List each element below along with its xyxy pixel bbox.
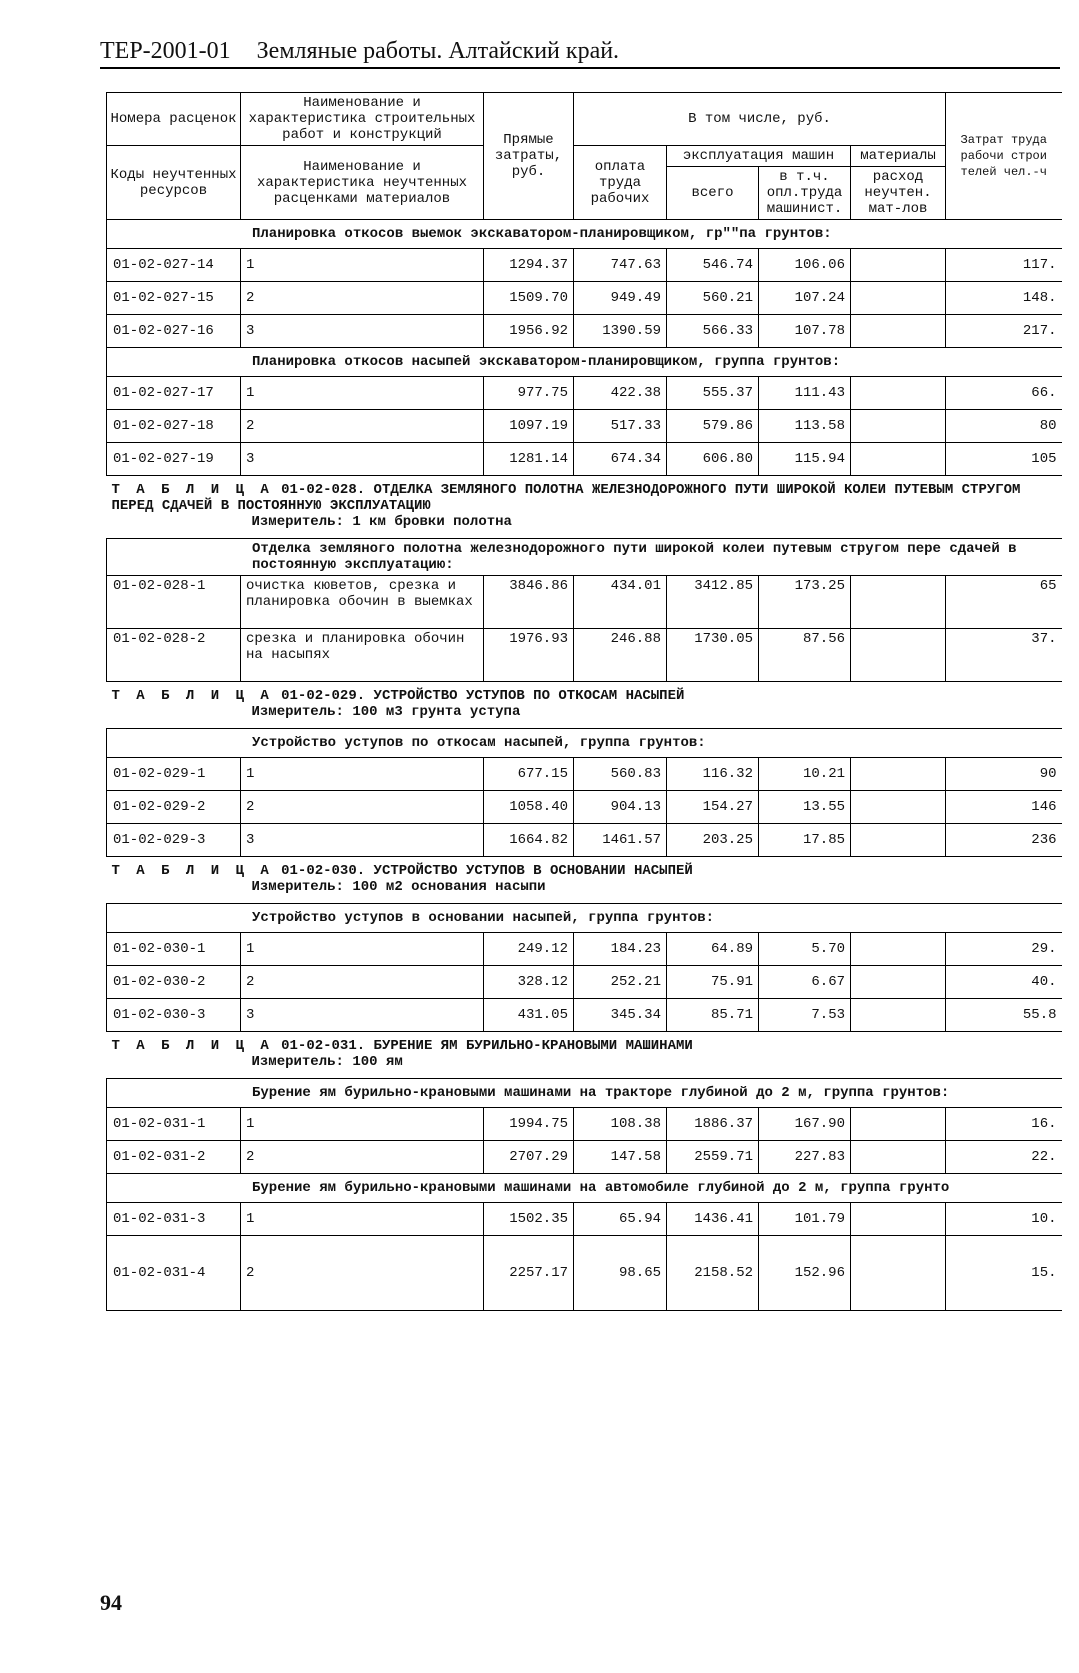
table-label: Т А Б Л И Ц А <box>111 1038 273 1054</box>
col-head-labor-pay: оплата труда рабочих <box>574 146 667 220</box>
labor-cost-cell: 55.8 <box>946 999 1062 1032</box>
machines-labor-cell: 107.24 <box>759 282 851 315</box>
document-code: ТЕР-2001-01 <box>100 38 231 64</box>
rate-code-cell: 01-02-027-18 <box>107 410 241 443</box>
table-measure: Измеритель: 100 м2 основания насыпи <box>251 879 546 895</box>
labor-pay-cell: 949.49 <box>574 282 667 315</box>
direct-cost-cell: 1058.40 <box>484 791 574 824</box>
materials-use-cell <box>851 377 946 410</box>
work-name-cell: 2 <box>241 1141 484 1174</box>
rate-code-cell: 01-02-027-14 <box>107 249 241 282</box>
document-title: Земляные работы. Алтайский край. <box>256 38 620 64</box>
work-name-cell: 1 <box>241 377 484 410</box>
rate-code-cell: 01-02-030-3 <box>107 999 241 1032</box>
work-name-cell: срезка и планировка обочин на насыпях <box>241 629 484 682</box>
table-row <box>107 377 1062 410</box>
machines-total-cell: 1436.41 <box>667 1203 759 1236</box>
work-name-cell: 2 <box>241 966 484 999</box>
col-head-direct-costs: Прямые затраты, руб. <box>484 93 574 220</box>
labor-pay-cell: 65.94 <box>574 1203 667 1236</box>
direct-cost-cell: 2257.17 <box>484 1236 574 1311</box>
labor-pay-cell: 560.83 <box>574 758 667 791</box>
machines-labor-cell: 6.67 <box>759 966 851 999</box>
table-row <box>107 1141 1062 1174</box>
work-name-cell: очистка кюветов, срезка и планировка обочин в выемках <box>241 576 484 629</box>
labor-cost-cell: 22. <box>946 1141 1062 1174</box>
rate-code-cell: 01-02-028-1 <box>107 576 241 629</box>
labor-cost-cell: 117. <box>946 249 1062 282</box>
col-head-materials-use: расход неучтен. мат-лов <box>851 167 946 220</box>
machines-total-cell: 2158.52 <box>667 1236 759 1311</box>
materials-use-cell <box>851 282 946 315</box>
materials-use-cell <box>851 1203 946 1236</box>
table-row <box>107 1108 1062 1141</box>
col-head-machines: эксплуатация машин <box>667 146 851 167</box>
machines-total-cell: 555.37 <box>667 377 759 410</box>
labor-pay-cell: 345.34 <box>574 999 667 1032</box>
work-name-cell: 3 <box>241 315 484 348</box>
machines-labor-cell: 107.78 <box>759 315 851 348</box>
machines-labor-cell: 173.25 <box>759 576 851 629</box>
rate-code-cell: 01-02-028-2 <box>107 629 241 682</box>
direct-cost-cell: 328.12 <box>484 966 574 999</box>
rate-code-cell: 01-02-027-19 <box>107 443 241 476</box>
page-header <box>100 38 1060 69</box>
work-name-cell: 3 <box>241 999 484 1032</box>
rate-code-cell: 01-02-029-3 <box>107 824 241 857</box>
section-subtitle-row <box>107 348 1062 377</box>
materials-use-cell <box>851 824 946 857</box>
labor-cost-cell: 90 <box>946 758 1062 791</box>
materials-use-cell <box>851 410 946 443</box>
labor-pay-cell: 147.58 <box>574 1141 667 1174</box>
work-name-cell: 2 <box>241 791 484 824</box>
machines-labor-cell: 115.94 <box>759 443 851 476</box>
materials-use-cell <box>851 249 946 282</box>
section-subtitle: Планировка откосов насыпей экскаватором-планировщиком, группа грунтов: <box>107 348 1062 377</box>
work-name-cell: 3 <box>241 824 484 857</box>
direct-cost-cell: 3846.86 <box>484 576 574 629</box>
work-name-cell: 2 <box>241 282 484 315</box>
col-head-machines-labor: в т.ч. опл.труда машинист. <box>759 167 851 220</box>
direct-cost-cell: 1976.93 <box>484 629 574 682</box>
materials-use-cell <box>851 966 946 999</box>
materials-use-cell <box>851 999 946 1032</box>
labor-pay-cell: 98.65 <box>574 1236 667 1311</box>
labor-pay-cell: 252.21 <box>574 966 667 999</box>
section-subtitle-row <box>107 220 1062 249</box>
section-subtitle: Устройство уступов в основании насыпей, группа грунтов: <box>107 904 1062 933</box>
table-caption-row <box>107 857 1062 904</box>
section-subtitle-row <box>107 904 1062 933</box>
section-subtitle: Отделка земляного полотна железнодорожного пути широкой колеи путевым стругом пере сдачей в постоянную эксплуатацию: <box>107 539 1062 576</box>
machines-labor-cell: 101.79 <box>759 1203 851 1236</box>
direct-cost-cell: 1097.19 <box>484 410 574 443</box>
table-row <box>107 629 1062 682</box>
table-measure: Измеритель: 100 м3 грунта уступа <box>251 704 521 720</box>
machines-labor-cell: 17.85 <box>759 824 851 857</box>
materials-use-cell <box>851 443 946 476</box>
machines-total-cell: 2559.71 <box>667 1141 759 1174</box>
table-row <box>107 315 1062 348</box>
direct-cost-cell: 677.15 <box>484 758 574 791</box>
labor-pay-cell: 184.23 <box>574 933 667 966</box>
labor-pay-cell: 747.63 <box>574 249 667 282</box>
direct-cost-cell: 1956.92 <box>484 315 574 348</box>
work-name-cell: 1 <box>241 249 484 282</box>
col-head-labor-costs: Затрат труда рабочи строи телей чел.-ч <box>946 93 1062 220</box>
work-name-cell: 2 <box>241 410 484 443</box>
direct-cost-cell: 1664.82 <box>484 824 574 857</box>
table-label: Т А Б Л И Ц А <box>111 688 273 704</box>
col-head-resource-codes: Коды неучтенных ресурсов <box>107 146 241 220</box>
machines-total-cell: 85.71 <box>667 999 759 1032</box>
machines-labor-cell: 227.83 <box>759 1141 851 1174</box>
rate-code-cell: 01-02-031-4 <box>107 1236 241 1311</box>
labor-pay-cell: 904.13 <box>574 791 667 824</box>
section-subtitle: Бурение ям бурильно-крановыми машинами на тракторе глубиной до 2 м, группа грунтов: <box>107 1079 1062 1108</box>
table-row <box>107 1203 1062 1236</box>
table-row <box>107 576 1062 629</box>
table-row <box>107 824 1062 857</box>
labor-cost-cell: 66. <box>946 377 1062 410</box>
labor-cost-cell: 236 <box>946 824 1062 857</box>
machines-total-cell: 560.21 <box>667 282 759 315</box>
work-name-cell: 3 <box>241 443 484 476</box>
machines-labor-cell: 13.55 <box>759 791 851 824</box>
materials-use-cell <box>851 576 946 629</box>
table-row <box>107 791 1062 824</box>
direct-cost-cell: 1281.14 <box>484 443 574 476</box>
section-subtitle: Бурение ям бурильно-крановыми машинами на автомобиле глубиной до 2 м, группа грунто <box>107 1174 1062 1203</box>
labor-pay-cell: 517.33 <box>574 410 667 443</box>
work-name-cell: 1 <box>241 933 484 966</box>
direct-cost-cell: 249.12 <box>484 933 574 966</box>
table-label: Т А Б Л И Ц А <box>111 863 273 879</box>
rate-code-cell: 01-02-027-15 <box>107 282 241 315</box>
machines-total-cell: 1886.37 <box>667 1108 759 1141</box>
labor-pay-cell: 108.38 <box>574 1108 667 1141</box>
table-heading: 01-02-031. БУРЕНИЕ ЯМ БУРИЛЬНО-КРАНОВЫМИ МАШИНАМИ <box>281 1038 693 1054</box>
direct-cost-cell: 2707.29 <box>484 1141 574 1174</box>
materials-use-cell <box>851 629 946 682</box>
rate-code-cell: 01-02-027-17 <box>107 377 241 410</box>
machines-total-cell: 75.91 <box>667 966 759 999</box>
labor-cost-cell: 105 <box>946 443 1062 476</box>
table-measure: Измеритель: 100 ям <box>251 1054 403 1070</box>
section-subtitle-row <box>107 1079 1062 1108</box>
section-subtitle-row <box>107 729 1062 758</box>
section-subtitle-row <box>107 1174 1062 1203</box>
col-head-rate-numbers: Номера расценок <box>107 93 241 146</box>
direct-cost-cell: 1509.70 <box>484 282 574 315</box>
table-caption <box>107 476 1062 539</box>
rate-code-cell: 01-02-030-1 <box>107 933 241 966</box>
table-caption-row <box>107 476 1062 539</box>
rate-code-cell: 01-02-031-3 <box>107 1203 241 1236</box>
machines-labor-cell: 113.58 <box>759 410 851 443</box>
materials-use-cell <box>851 758 946 791</box>
table-caption-row <box>107 682 1062 729</box>
rate-code-cell: 01-02-030-2 <box>107 966 241 999</box>
materials-use-cell <box>851 1141 946 1174</box>
machines-total-cell: 1730.05 <box>667 629 759 682</box>
col-head-machines-total: всего <box>667 167 759 220</box>
materials-use-cell <box>851 791 946 824</box>
col-head-including: В том числе, руб. <box>574 93 946 146</box>
machines-total-cell: 606.80 <box>667 443 759 476</box>
machines-labor-cell: 152.96 <box>759 1236 851 1311</box>
machines-total-cell: 154.27 <box>667 791 759 824</box>
col-head-material-name: Наименование и характеристика неучтенных расценками материалов <box>241 146 484 220</box>
machines-labor-cell: 5.70 <box>759 933 851 966</box>
rate-code-cell: 01-02-027-16 <box>107 315 241 348</box>
direct-cost-cell: 977.75 <box>484 377 574 410</box>
labor-cost-cell: 16. <box>946 1108 1062 1141</box>
table-row <box>107 443 1062 476</box>
col-head-work-name: Наименование и характеристика строительных работ и конструкций <box>241 93 484 146</box>
labor-pay-cell: 1461.57 <box>574 824 667 857</box>
labor-pay-cell: 422.38 <box>574 377 667 410</box>
table-heading: 01-02-029. УСТРОЙСТВО УСТУПОВ ПО ОТКОСАМ НАСЫПЕЙ <box>281 688 685 704</box>
section-subtitle: Устройство уступов по откосам насыпей, группа грунтов: <box>107 729 1062 758</box>
machines-labor-cell: 87.56 <box>759 629 851 682</box>
table-heading: 01-02-030. УСТРОЙСТВО УСТУПОВ В ОСНОВАНИИ НАСЫПЕЙ <box>281 863 693 879</box>
direct-cost-cell: 1502.35 <box>484 1203 574 1236</box>
labor-pay-cell: 674.34 <box>574 443 667 476</box>
labor-cost-cell: 80 <box>946 410 1062 443</box>
materials-use-cell <box>851 933 946 966</box>
labor-cost-cell: 217. <box>946 315 1062 348</box>
work-name-cell: 1 <box>241 1203 484 1236</box>
labor-cost-cell: 146 <box>946 791 1062 824</box>
labor-cost-cell: 40. <box>946 966 1062 999</box>
direct-cost-cell: 1994.75 <box>484 1108 574 1141</box>
rate-code-cell: 01-02-031-2 <box>107 1141 241 1174</box>
section-subtitle-row <box>107 539 1062 576</box>
labor-cost-cell: 65 <box>946 576 1062 629</box>
direct-cost-cell: 1294.37 <box>484 249 574 282</box>
direct-cost-cell: 431.05 <box>484 999 574 1032</box>
table-caption <box>107 857 1062 904</box>
machines-total-cell: 203.25 <box>667 824 759 857</box>
table-row <box>107 933 1062 966</box>
table-row <box>107 1236 1062 1311</box>
machines-labor-cell: 106.06 <box>759 249 851 282</box>
rates-table <box>106 92 1062 1311</box>
machines-labor-cell: 111.43 <box>759 377 851 410</box>
machines-total-cell: 3412.85 <box>667 576 759 629</box>
work-name-cell: 1 <box>241 1108 484 1141</box>
col-head-materials: материалы <box>851 146 946 167</box>
machines-labor-cell: 167.90 <box>759 1108 851 1141</box>
machines-total-cell: 64.89 <box>667 933 759 966</box>
table-row <box>107 410 1062 443</box>
rate-code-cell: 01-02-031-1 <box>107 1108 241 1141</box>
table-row <box>107 282 1062 315</box>
labor-cost-cell: 148. <box>946 282 1062 315</box>
rate-code-cell: 01-02-029-1 <box>107 758 241 791</box>
table-heading: 01-02-028. ОТДЕЛКА ЗЕМЛЯНОГО ПОЛОТНА ЖЕЛЕЗНОДОРОЖНОГО ПУТИ ШИРОКОЙ КОЛЕИ ПУТЕВЫМ СТРУГОМ ПЕРЕД СДАЧЕЙ В ПОСТОЯННУЮ ЭКСПЛУАТАЦИЮ <box>111 482 1021 514</box>
materials-use-cell <box>851 1236 946 1311</box>
table-caption <box>107 682 1062 729</box>
table-row <box>107 999 1062 1032</box>
machines-labor-cell: 10.21 <box>759 758 851 791</box>
rate-code-cell: 01-02-029-2 <box>107 791 241 824</box>
table-row <box>107 249 1062 282</box>
machines-total-cell: 566.33 <box>667 315 759 348</box>
materials-use-cell <box>851 315 946 348</box>
labor-cost-cell: 29. <box>946 933 1062 966</box>
machines-total-cell: 116.32 <box>667 758 759 791</box>
table-row <box>107 758 1062 791</box>
labor-cost-cell: 10. <box>946 1203 1062 1236</box>
work-name-cell: 1 <box>241 758 484 791</box>
labor-pay-cell: 434.01 <box>574 576 667 629</box>
labor-pay-cell: 1390.59 <box>574 315 667 348</box>
page-number: 94 <box>100 1590 122 1615</box>
table-label: Т А Б Л И Ц А <box>111 482 273 498</box>
machines-total-cell: 579.86 <box>667 410 759 443</box>
table-row <box>107 966 1062 999</box>
machines-total-cell: 546.74 <box>667 249 759 282</box>
section-subtitle: Планировка откосов выемок экскаватором-планировщиком, гр""па грунтов: <box>107 220 1062 249</box>
table-caption-row <box>107 1032 1062 1079</box>
work-name-cell: 2 <box>241 1236 484 1311</box>
table-caption <box>107 1032 1062 1079</box>
labor-cost-cell: 15. <box>946 1236 1062 1311</box>
materials-use-cell <box>851 1108 946 1141</box>
machines-labor-cell: 7.53 <box>759 999 851 1032</box>
labor-cost-cell: 37. <box>946 629 1062 682</box>
labor-pay-cell: 246.88 <box>574 629 667 682</box>
table-measure: Измеритель: 1 км бровки полотна <box>251 514 512 530</box>
